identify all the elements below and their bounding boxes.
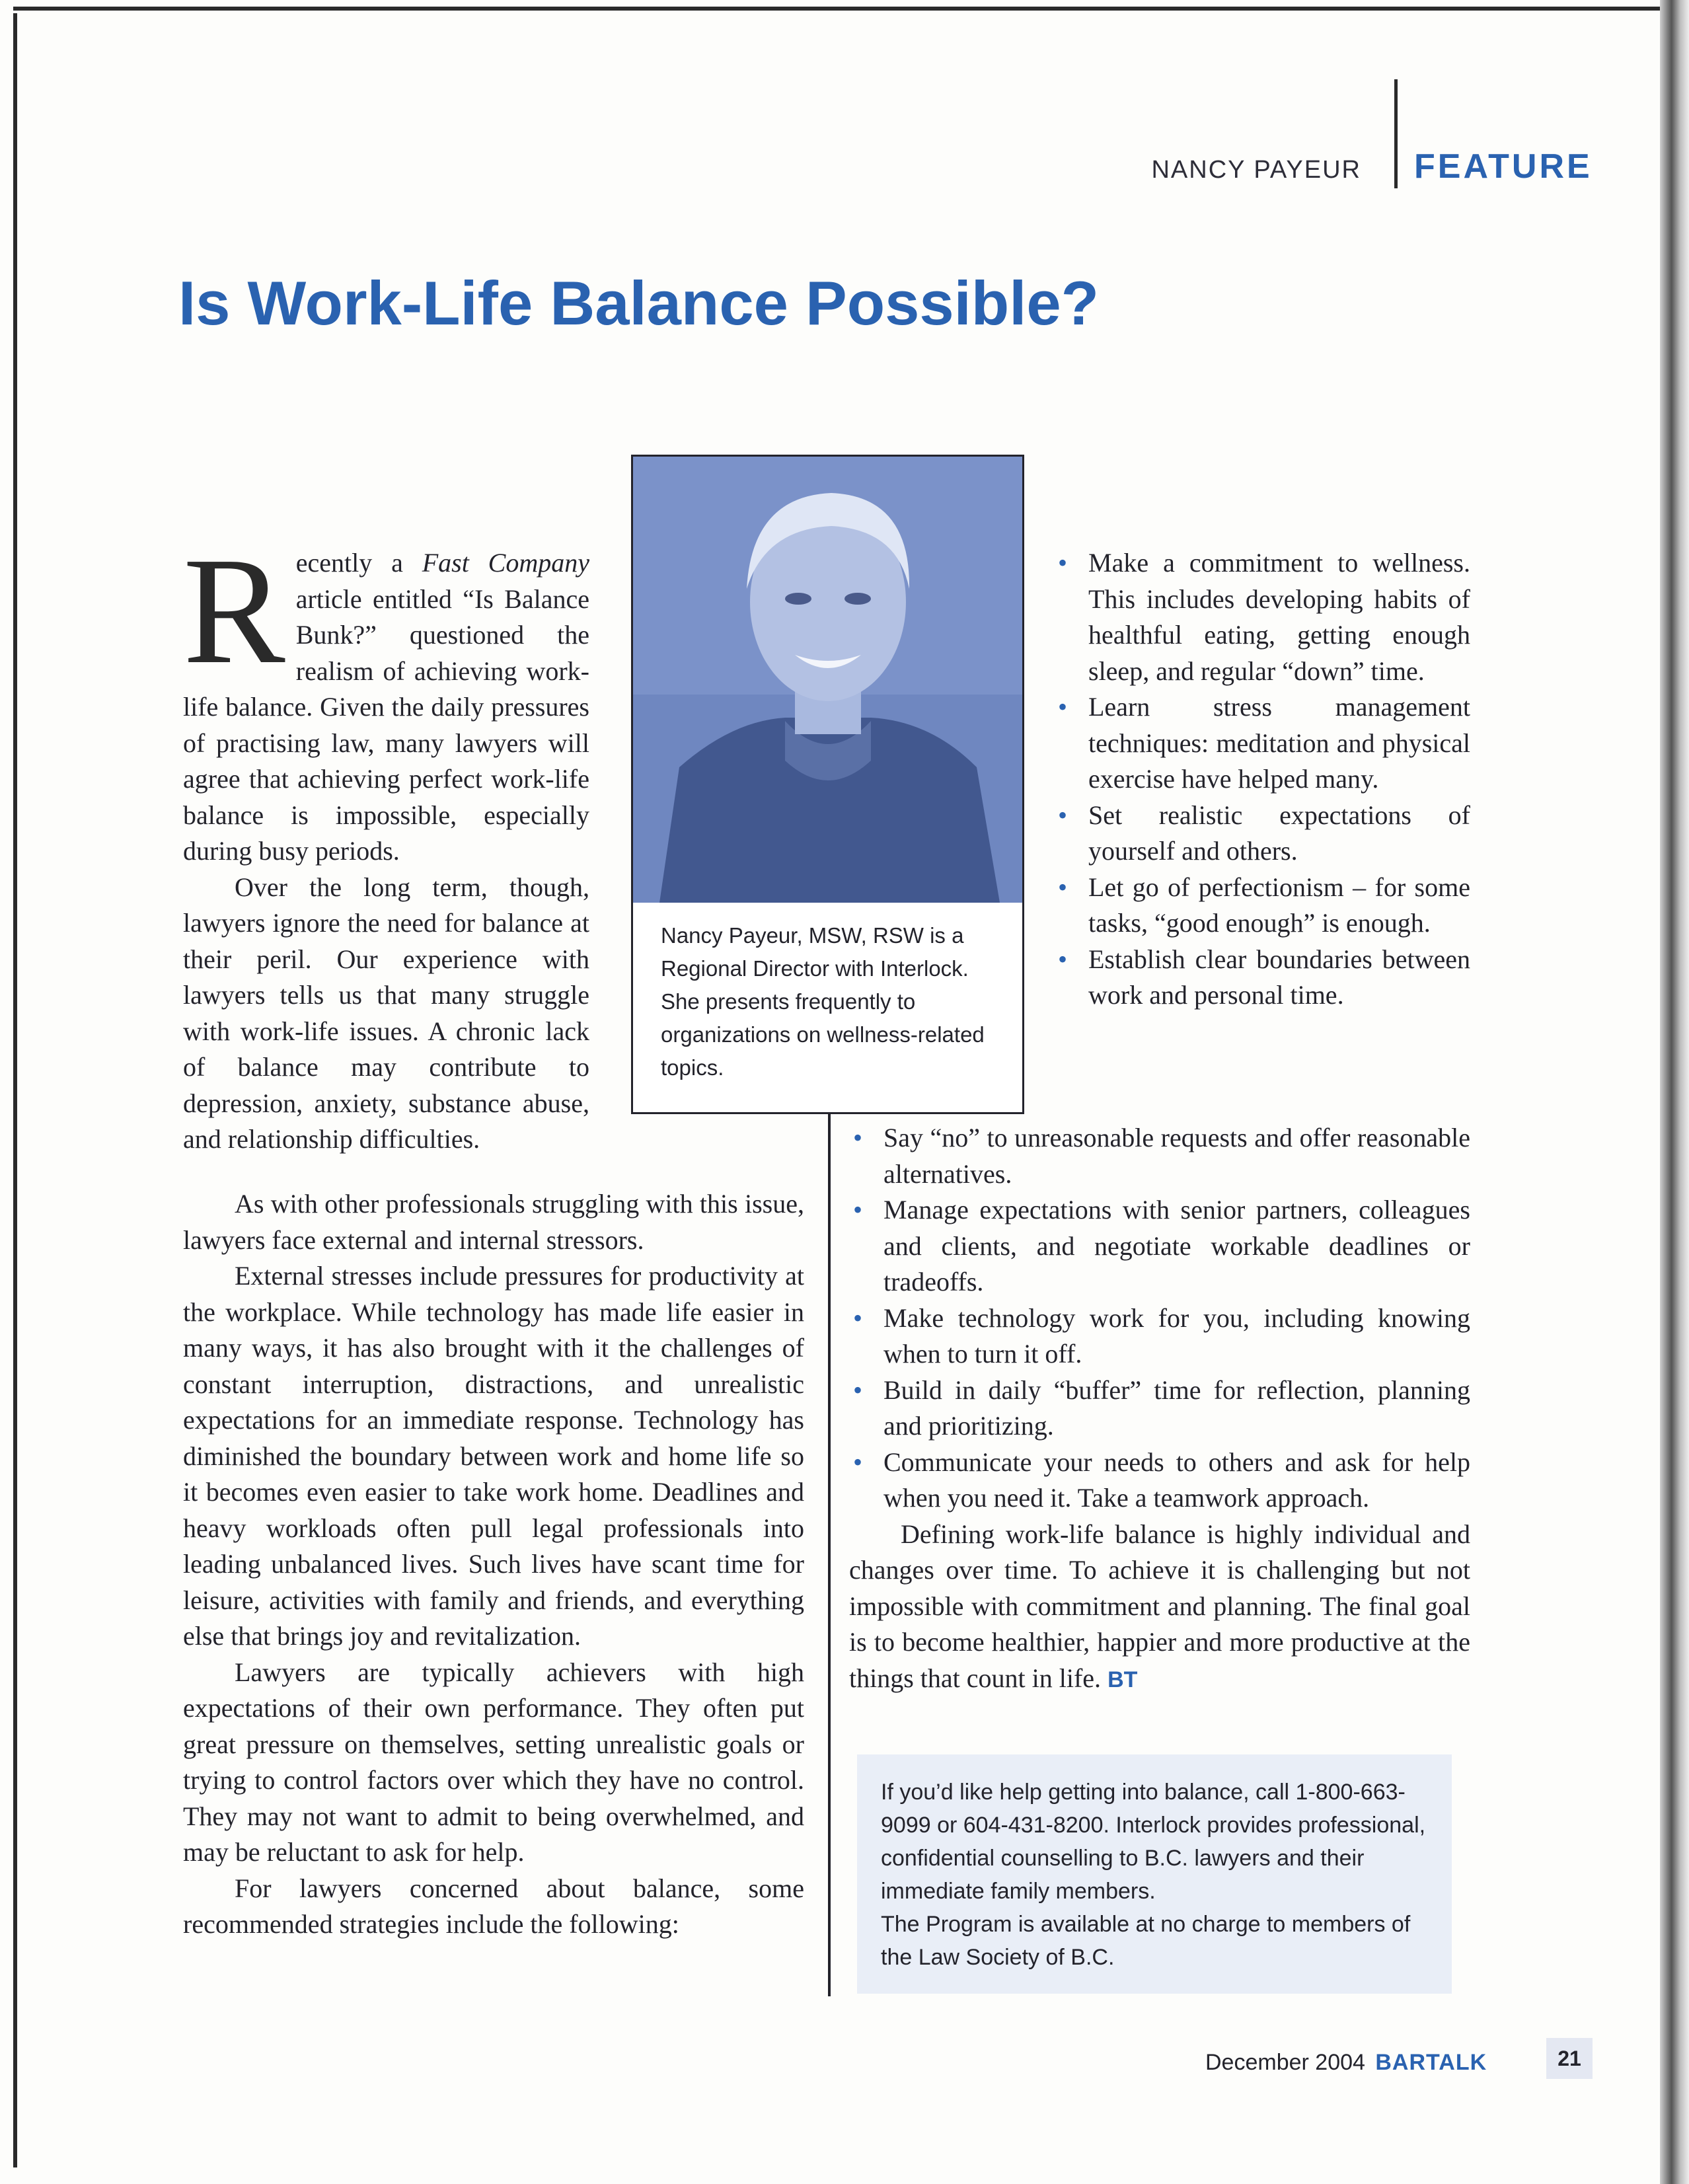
strategy-list-bottom xyxy=(849,1120,1470,1517)
author-portrait xyxy=(633,457,1022,903)
header-author: NANCY PAYEUR xyxy=(1151,156,1361,184)
list-item: • Make technology work for you, including knowing when to turn it off. xyxy=(849,1300,1470,1373)
drop-cap: R xyxy=(183,526,285,696)
list-item: • Communicate your needs to others and ask for help when you need it. Take a teamwork approach. xyxy=(849,1445,1470,1517)
page-number: 21 xyxy=(1546,2038,1593,2079)
paragraph-balance-peril: Over the long term, though, lawyers ignore the need for balance at their peril. Our experience with lawyers tells us that many struggle with work-life issues. A chronic lack of balance may contribute to depression, anxiety, substance abuse, and relationship difficulties. xyxy=(183,872,589,1154)
list-item: • Build in daily “buffer” time for reflection, planning and prioritizing. xyxy=(849,1373,1470,1445)
right-column-bottom xyxy=(849,1120,1470,1698)
info-contact: If you’d like help getting into balance, call 1-800-663-9099 or 604-431-8200. Interlock provides professional, confidential counselling to B.C. lawyers and their immediate family members. xyxy=(881,1780,1426,1904)
list-item: • Learn stress management techniques: meditation and physical exercise have helped many. xyxy=(1054,689,1470,798)
list-item: • Make a commitment to wellness. This includes developing habits of healthful eating, getting enough sleep, and regular “down” time. xyxy=(1054,545,1470,689)
page-top-edge xyxy=(13,7,1678,11)
left-column-top xyxy=(183,526,589,1158)
paragraph-stressors: As with other professionals struggling with this issue, lawyers face external and internal stressors. xyxy=(183,1189,804,1255)
article-title: Is Work-Life Balance Possible? xyxy=(178,268,1100,338)
list-item: • Set realistic expectations of yourself and others. xyxy=(1054,798,1470,870)
paragraph-strategies-intro: For lawyers concerned about balance, some recommended strategies include the following: xyxy=(183,1873,804,1939)
end-mark: BT xyxy=(1107,1667,1138,1692)
publication-title: BARTALK xyxy=(1375,2050,1487,2075)
paragraph-internal-stresses: Lawyers are typically achievers with high expectations of their own performance. They often put great pressure on themselves, setting unrealistic goals or trying to control factors over which they have no control. They may not want to admit to being overwhelmed, and may be reluctant to ask for help. xyxy=(183,1657,804,1867)
photo-caption: Nancy Payeur, MSW, RSW is a Regional Director with Interlock. She presents frequently to organizations on wellness-related topics. xyxy=(661,923,985,1080)
interlock-info-box xyxy=(857,1754,1452,1994)
header-divider xyxy=(1394,79,1398,188)
paragraph-intro: Recently a Fast Company article entitled “Is Balance Bunk?” questioned the realism of achieving work-life balance. Given the daily pressures of practising law, many lawyers will agree that achieving perfect work-life balance is impossible, especially during busy periods. xyxy=(183,526,589,866)
list-item: • Say “no” to unreasonable requests and offer reasonable alternatives. xyxy=(849,1120,1470,1192)
publication-name: Fast Company xyxy=(422,548,589,578)
page-footer xyxy=(1205,2050,1487,2076)
page-binding-shadow xyxy=(1660,0,1689,2184)
list-item: • Manage expectations with senior partners, colleagues and clients, and negotiate workable deadlines or tradeoffs. xyxy=(849,1192,1470,1300)
list-item: • Let go of perfectionism – for some tasks, “good enough” is enough. xyxy=(1054,870,1470,942)
info-program: The Program is available at no charge to members of the Law Society of B.C. xyxy=(881,1912,1411,1970)
list-item: • Establish clear boundaries between work and personal time. xyxy=(1054,942,1470,1014)
left-column-bottom xyxy=(183,1186,804,1943)
page-left-edge xyxy=(13,13,17,2167)
right-column-top xyxy=(1054,545,1470,1014)
issue-date: December 2004 xyxy=(1205,2050,1365,2075)
portrait-illustration xyxy=(633,457,1022,903)
author-photo-box xyxy=(631,455,1024,1114)
strategy-list-top xyxy=(1054,545,1470,1014)
column-divider xyxy=(828,1114,831,1996)
paragraph-external-stresses: External stresses include pressures for productivity at the workplace. While technology has made life easier in many ways, it has also brought with it the challenges of constant interruption, distractions, and unrealistic expectations for an immediate response. Technology has diminished the boundary between work and home life so it becomes even easier to take work home. Deadlines and heavy workloads often pull legal professionals into leading unbalanced lives. Such lives have scant time for leisure, activities with family and friends, and everything else that brings joy and revitalization. xyxy=(183,1261,804,1651)
paragraph-closing: Defining work-life balance is highly individual and changes over time. To achieve it is challenging but not impossible with commitment and planning. The final goal is to become healthier, happier and more productive at the things that count in life. BT xyxy=(849,1519,1470,1693)
header-section: FEATURE xyxy=(1414,147,1593,186)
